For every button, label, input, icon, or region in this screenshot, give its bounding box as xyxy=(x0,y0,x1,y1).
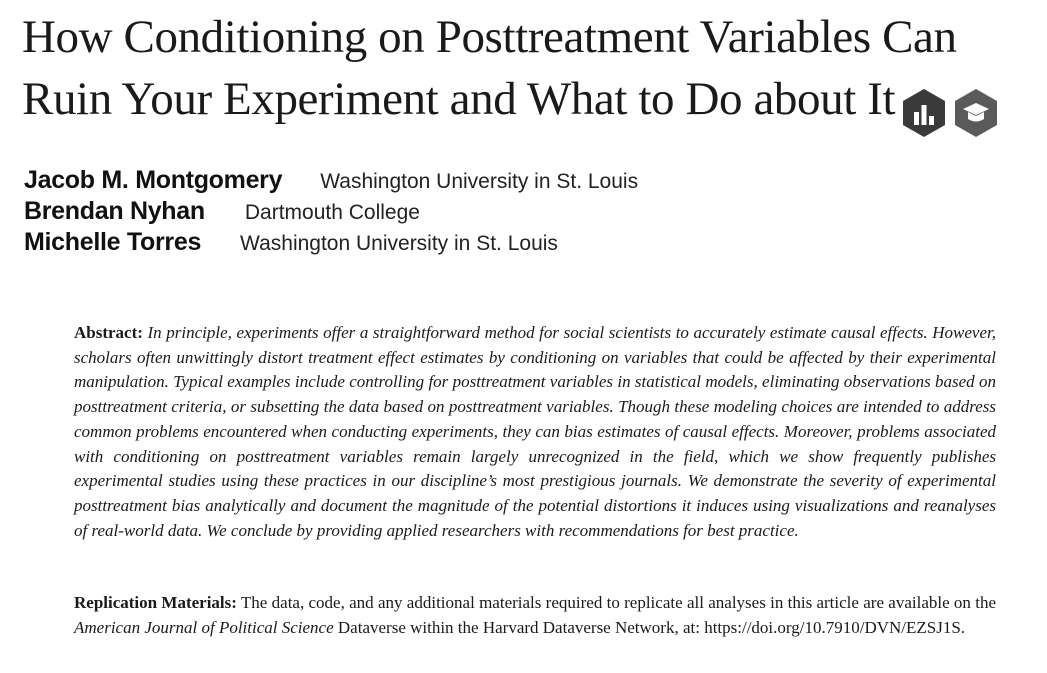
author-row xyxy=(24,228,638,259)
replication-materials xyxy=(74,590,996,640)
open-materials-badge-icon[interactable] xyxy=(953,88,999,138)
replication-text-before: The data, code, and any additional materials required to replicate all analyses in this article are available on the xyxy=(240,593,996,612)
replication-label: Replication Materials: xyxy=(74,593,237,612)
author-affiliation: Washington University in St. Louis xyxy=(320,170,639,193)
replication-text-after: Dataverse within the Harvard Dataverse Network, at: https://doi.org/10.7910/DVN/EZSJ1S. xyxy=(337,618,966,637)
author-row xyxy=(24,197,638,228)
abstract-text: In principle, experiments offer a straightforward method for social scientists to accurately estimate causal effects. However, scholars often unwittingly distort treatment effect estimates by conditioning on variables that could be affected by their experimental manipulation. Typical examples include controlling for posttreatment variables in statistical models, eliminating observations based on posttreatment criteria, or subsetting the data based on posttreatment variables. Though these modeling choices are intended to address common problems encountered when conducting experiments, they can bias estimates of causal effects. Moreover, problems associated with conditioning on posttreatment variables remain largely unrecognized in the field, which we show frequently publishes experimental studies using these practices in our discipline’s most prestigious journals. We demonstrate the severity of experimental posttreatment bias analytically and document the magnitude of the potential distortions it induces using visualizations and reanalyses of real-world data. We conclude by providing applied researchers with recommendations for best practice. xyxy=(74,323,996,540)
author-name: Jacob M. Montgomery xyxy=(24,166,283,194)
author-row xyxy=(24,166,638,197)
abstract xyxy=(74,321,996,543)
paper-title xyxy=(22,6,1022,140)
paper-title-text: How Conditioning on Posttreatment Variables Can Ruin Your Experiment and What to Do about It xyxy=(22,11,957,125)
abstract-label: Abstract: xyxy=(74,323,143,342)
author-name: Michelle Torres xyxy=(24,228,202,256)
author-list xyxy=(24,166,638,259)
author-name: Brendan Nyhan xyxy=(24,197,205,225)
journal-name: American Journal of Political Science xyxy=(74,618,334,637)
open-data-badge-icon[interactable] xyxy=(901,88,947,138)
badge-group xyxy=(901,78,1005,140)
author-affiliation: Washington University in St. Louis xyxy=(240,232,558,255)
author-affiliation: Dartmouth College xyxy=(244,201,420,224)
